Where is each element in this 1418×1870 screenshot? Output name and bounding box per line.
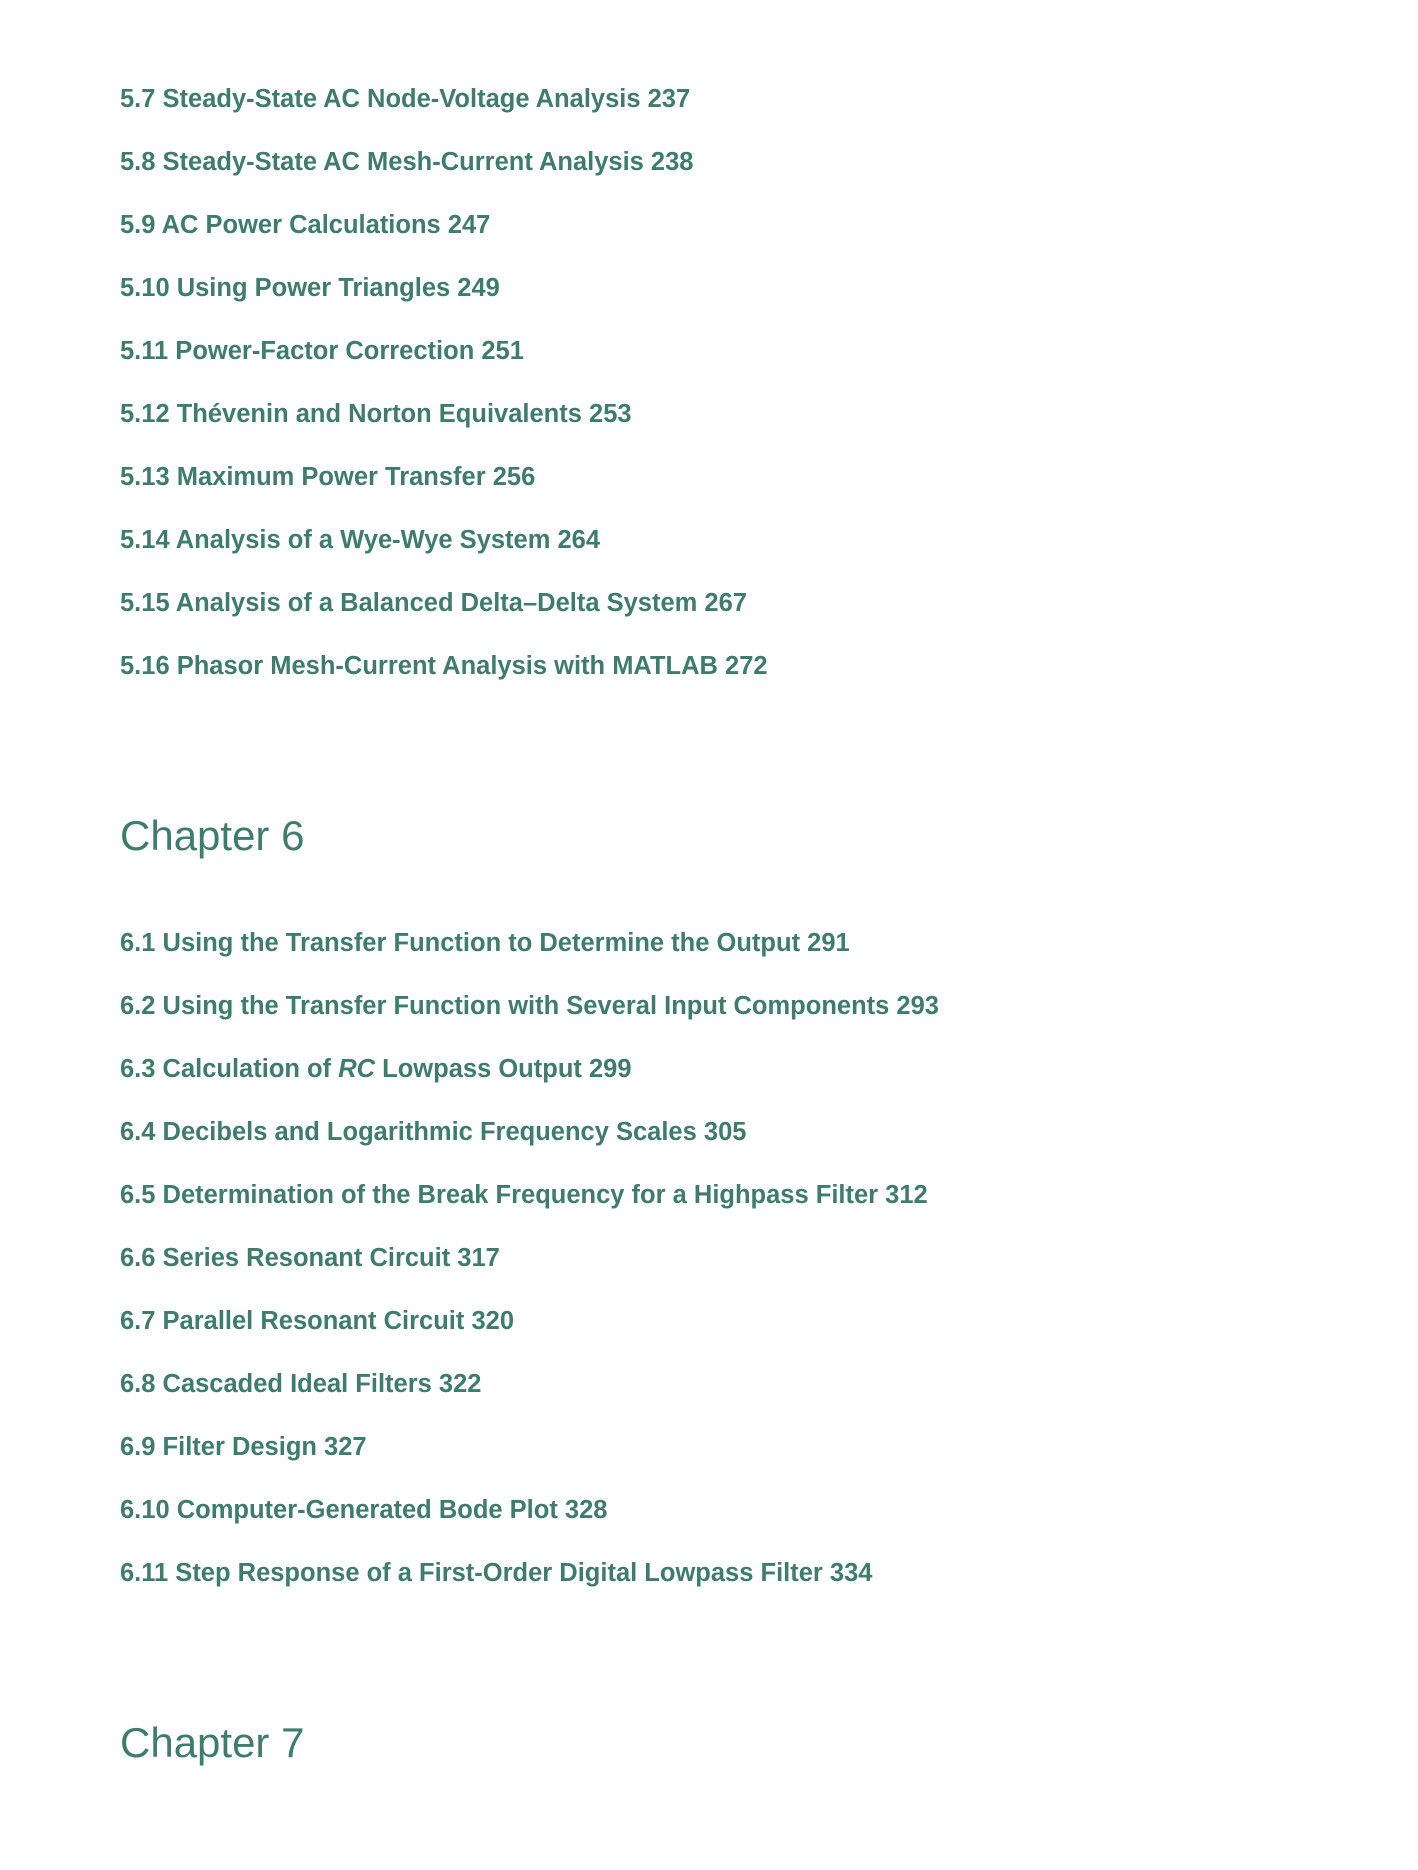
chapter-6-heading: Chapter 6 bbox=[120, 812, 305, 859]
toc-entry-6-11[interactable]: 6.11 Step Response of a First-Order Digital Lowpass Filter 334 bbox=[120, 1559, 873, 1587]
toc-entry-5-12[interactable]: 5.12 Thévenin and Norton Equivalents 253 bbox=[120, 400, 632, 428]
toc-entry-5-15[interactable]: 5.15 Analysis of a Balanced Delta–Delta System 267 bbox=[120, 589, 747, 617]
toc-entry-6-6[interactable]: 6.6 Series Resonant Circuit 317 bbox=[120, 1244, 500, 1272]
toc-entry-5-11[interactable]: 5.11 Power-Factor Correction 251 bbox=[120, 337, 524, 365]
toc-entry-5-13[interactable]: 5.13 Maximum Power Transfer 256 bbox=[120, 463, 536, 491]
toc-entry-6-5[interactable]: 6.5 Determination of the Break Frequency for a Highpass Filter 312 bbox=[120, 1181, 928, 1209]
toc-entry-6-9[interactable]: 6.9 Filter Design 327 bbox=[120, 1433, 367, 1461]
toc-entry-6-1[interactable]: 6.1 Using the Transfer Function to Determine the Output 291 bbox=[120, 929, 850, 957]
toc-entry-6-7[interactable]: 6.7 Parallel Resonant Circuit 320 bbox=[120, 1307, 515, 1335]
toc-entry-6-3-italic: RC bbox=[338, 1055, 376, 1083]
toc-entry-5-14[interactable]: 5.14 Analysis of a Wye-Wye System 264 bbox=[120, 526, 601, 554]
toc-entry-5-16[interactable]: 5.16 Phasor Mesh-Current Analysis with MATLAB 272 bbox=[120, 652, 768, 680]
toc-entry-5-8[interactable]: 5.8 Steady-State AC Mesh-Current Analysis 238 bbox=[120, 148, 694, 176]
toc-entry-6-3-suffix: Lowpass Output 299 bbox=[375, 1055, 632, 1083]
toc-entry-5-9[interactable]: 5.9 AC Power Calculations 247 bbox=[120, 211, 491, 239]
toc-entry-5-7[interactable]: 5.7 Steady-State AC Node-Voltage Analysis 237 bbox=[120, 85, 691, 113]
toc-entry-6-10[interactable]: 6.10 Computer-Generated Bode Plot 328 bbox=[120, 1496, 608, 1524]
toc-entry-6-8[interactable]: 6.8 Cascaded Ideal Filters 322 bbox=[120, 1370, 482, 1398]
toc-entry-6-2[interactable]: 6.2 Using the Transfer Function with Several Input Components 293 bbox=[120, 992, 939, 1020]
chapter-7-heading: Chapter 7 bbox=[120, 1719, 305, 1766]
toc-entry-6-3-prefix: 6.3 Calculation of bbox=[120, 1055, 339, 1083]
toc-entry-6-4[interactable]: 6.4 Decibels and Logarithmic Frequency Scales 305 bbox=[120, 1118, 747, 1146]
toc-entry-6-3[interactable] bbox=[120, 1054, 632, 1084]
toc-entry-5-10[interactable]: 5.10 Using Power Triangles 249 bbox=[120, 274, 500, 302]
